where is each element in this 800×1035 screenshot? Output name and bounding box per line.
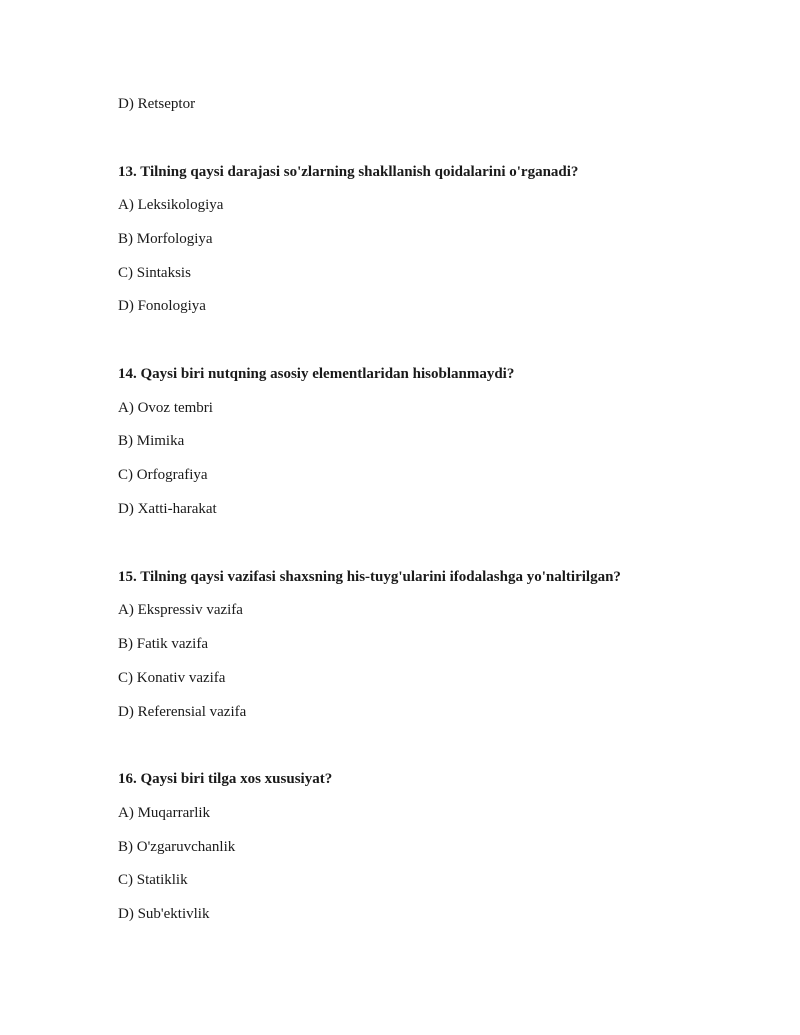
question-13: 13. Tilning qaysi darajasi so'zlarning shakllanish qoidalarini o'rganadi? [118,164,579,180]
answer-option: D) Sub'ektivlik [118,906,210,922]
question-16: 16. Qaysi biri tilga xos xususiyat? [118,771,333,787]
answer-option: A) Ekspressiv vazifa [118,602,243,618]
answer-option: D) Fonologiya [118,298,206,314]
answer-option: D) Xatti-harakat [118,501,217,517]
answer-option: A) Ovoz tembri [118,400,213,416]
answer-option: C) Orfografiya [118,467,208,483]
answer-option: C) Konativ vazifa [118,670,226,686]
answer-option: B) Fatik vazifa [118,636,208,652]
answer-option: D) Retseptor [118,96,196,112]
question-14: 14. Qaysi biri nutqning asosiy elementlaridan hisoblanmaydi? [118,366,515,382]
answer-option: C) Sintaksis [118,265,191,281]
answer-option: C) Statiklik [118,872,188,888]
answer-option: B) Morfologiya [118,231,213,247]
answer-option: D) Referensial vazifa [118,704,247,720]
answer-option: B) Mimika [118,433,185,449]
question-15: 15. Tilning qaysi vazifasi shaxsning his-tuyg'ularini ifodalashga yo'naltirilgan? [118,569,621,585]
answer-option: B) O'zgaruvchanlik [118,839,236,855]
answer-option: A) Leksikologiya [118,197,224,213]
answer-option: A) Muqarrarlik [118,805,211,821]
